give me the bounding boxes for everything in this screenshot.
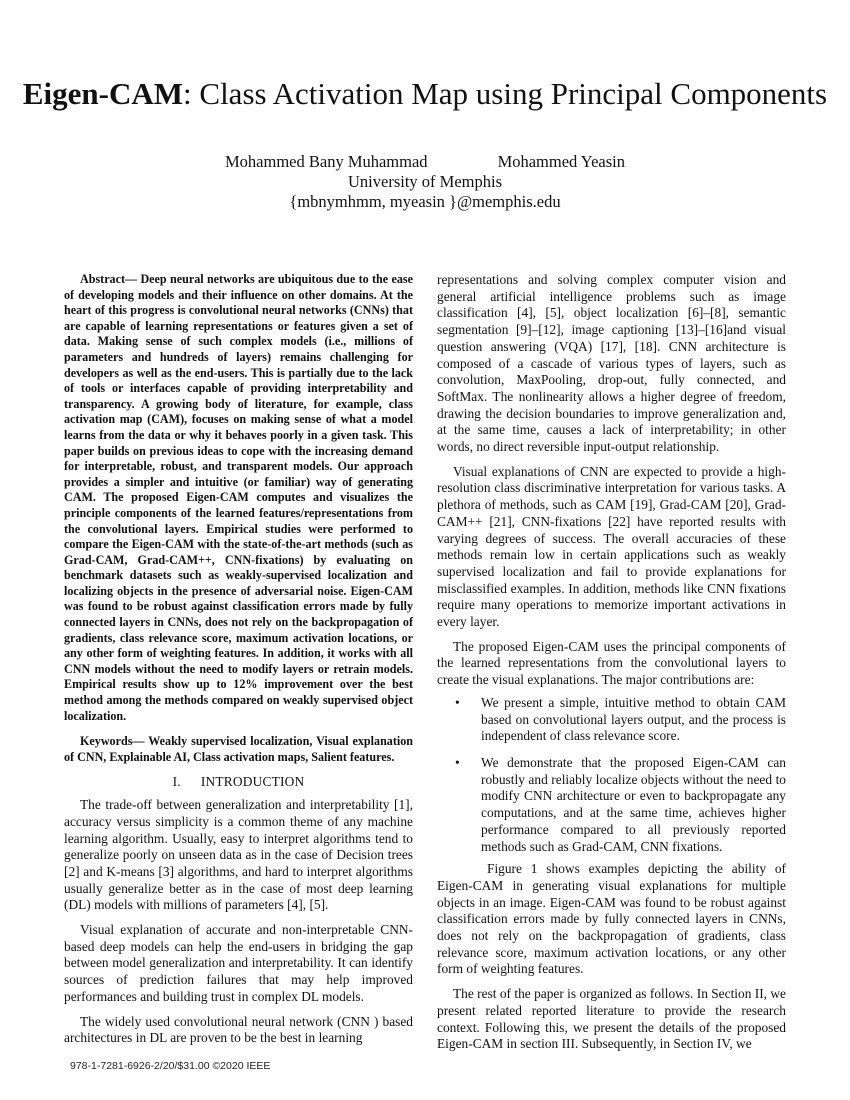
bullet-icon: • (455, 754, 460, 770)
section-heading (64, 774, 413, 791)
body-paragraph-3: The proposed Eigen-CAM uses the principal components of the learned representations from the convolutional layers to create the visual explanations. The major contributions are: (437, 638, 786, 688)
section-number: I. (172, 774, 181, 790)
author-block (0, 152, 850, 212)
author-names (0, 152, 850, 172)
list-item-text: We present a simple, intuitive method to obtain CAM based on convolutional layers output, and the process is independent of class relevance score. (481, 694, 786, 744)
body-paragraph-2: Visual explanations of CNN are expected to provide a high-resolution class discriminative interpretation for various tasks. A plethora of methods, such as CAM [19], Grad-CAM [20], Grad-CAM++ [21], CNN-fixations [22] have reported results with varying degrees of success. The overall accuracies of these methods remain low in certain applications such as weakly supervised localization and fail to provide explanations for misclassified examples. In addition, methods like CNN fixations require many operations to memorize important activations in every layer. (437, 463, 786, 630)
abstract: Abstract— Deep neural networks are ubiquitous due to the ease of developing models and their influence on other domains. At the heart of this progress is convolutional neural networks (CNNs) that are capable of learning representations or features given a set of data. Making sense of such complex models (i.e., millions of parameters and hundreds of layers) remains challenging for developers as well as the end-users. This is partially due to the lack of tools or interfaces capable of providing interpretability and transparency. A growing body of literature, for example, class activation map (CAM), focuses on making sense of what a model learns from the data or why it behaves poorly in a given task. This paper builds on previous ideas to cope with the increasing demand for interpretable, robust, and transparent models. Our approach provides a simpler and intuitive (or familiar) way of generating CAM. The proposed Eigen-CAM computes and visualizes the principle components of the learned features/representations from the convolutional layers. Empirical studies were performed to compare the Eigen-CAM with the state-of-the-art methods (such as Grad-CAM, Grad-CAM++, CNN-fixations) by evaluating on benchmark datasets such as weakly-supervised localization and localizing objects in the presence of adversarial noise. Eigen-CAM was found to be robust against classification errors made by fully connected layers in CNNs, does not rely on the backpropagation of gradients, class relevance score, maximum activation locations, or any other form of weighting features. In addition, it works with all CNN models without the need to modify layers or retrain models. Empirical results show up to 12% improvement over the best method among the methods compared on weakly supervised object localization. (64, 272, 413, 723)
section-title: INTRODUCTION (200, 774, 305, 790)
intro-paragraph-3: The widely used convolutional neural network (CNN ) based architectures in DL are proven to be the best in learning (64, 1013, 413, 1046)
author-2: Mohammed Yeasin (497, 152, 625, 171)
list-item (437, 755, 786, 855)
body-paragraph-4: Figure 1 shows examples depicting the ability of Eigen-CAM in generating visual explanations for multiple objects in an image. Eigen-CAM was found to be robust against classification errors made by fully connected layers in CNNs, does not rely on the backpropagation of gradients, class relevance score, maximum activation locations, or any other form of weighting features. (437, 861, 786, 977)
author-1: Mohammed Bany Muhammad (225, 152, 428, 171)
list-item-text: We demonstrate that the proposed Eigen-CAM can robustly and reliably localize objects without the need to modify CNN architecture or even to backpropagate any computations, and at the same time, achieves higher performance compared to all previously reported methods such as Grad-CAM, CNN fixations. (481, 754, 786, 854)
intro-paragraph-2: Visual explanation of accurate and non-interpretable CNN-based deep models can help the end-users in bridging the gap between model generalization and interpretability. It can identify sources of prediction failures that may help improved performances and building trust in complex DL models. (64, 922, 413, 1004)
right-column (437, 272, 786, 1053)
body-paragraph-5: The rest of the paper is organized as follows. In Section II, we present related reported literature to provide the research context. Following this, we present the details of the proposed Eigen-CAM in section III. Subsequently, in Section IV, we (437, 986, 786, 1052)
body-paragraph-1: representations and solving complex computer vision and general artificial intelligence problems such as image classification [4], [5], object localization [6]–[8], semantic segmentation [9]–[12], image captioning [13]–[16]and visual question answering (VQA) [17], [18]. CNN architecture is composed of a cascade of various types of layers, such as convolution, MaxPooling, drop-out, fully connected, and SoftMax. The nonlinearity allows a higher degree of freedom, drawing the decision boundaries to improve generalization and, at the same time, causes a lack of interpretability; in other words, no direct reversible input-output relationship. (437, 272, 786, 455)
title-rest: : Class Activation Map using Principal Components (183, 76, 828, 111)
contribution-list (437, 695, 786, 855)
affiliation: University of Memphis (348, 172, 502, 191)
title-bold: Eigen-CAM (22, 76, 184, 111)
intro-paragraph-1: The trade-off between generalization and interpretability [1], accuracy versus simplicity is a common theme of any machine learning algorithm. Usually, easy to interpret algorithms tend to generalize poorly on unseen data as in the case of Decision trees [2] and K-means [3] algorithms, and hard to interpret algorithms usually generalize better as in the case of most deep learning (DL) models with millions of parameters [4], [5]. (64, 797, 413, 913)
paper-title (0, 74, 850, 114)
left-column (64, 272, 413, 1047)
email: {mbnymhmm, myeasin }@memphis.edu (289, 192, 561, 211)
keywords: Keywords— Weakly supervised localization, Visual explanation of CNN, Explainable AI, Class activation maps, Salient features. (64, 734, 413, 764)
bullet-icon: • (455, 694, 460, 710)
list-item (437, 695, 786, 745)
copyright-footer: 978-1-7281-6926-2/20/$31.00 ©2020 IEEE (70, 1060, 271, 1072)
